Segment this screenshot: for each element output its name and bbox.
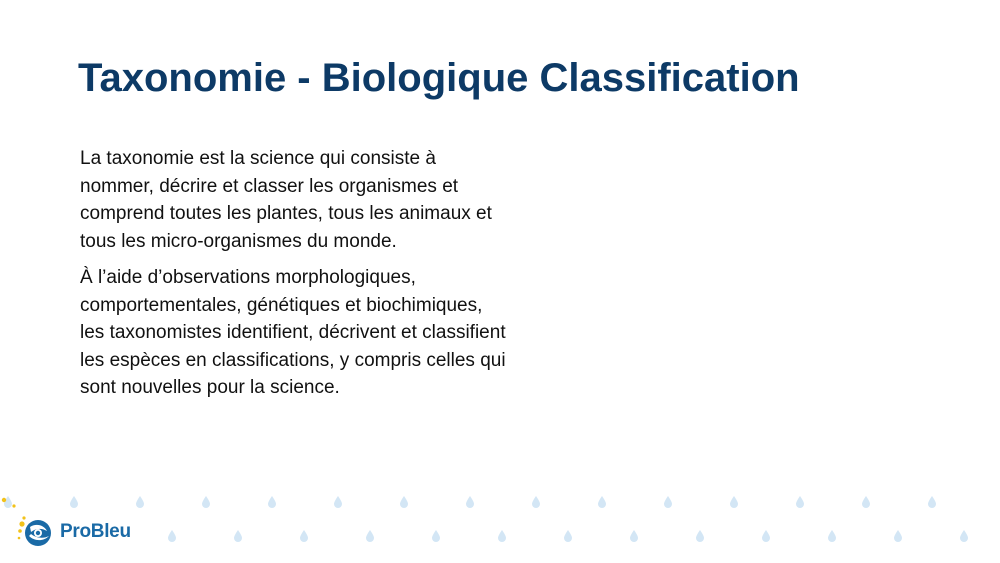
droplet-icon — [564, 530, 572, 542]
droplet-icon — [168, 530, 176, 542]
droplet-icon — [696, 530, 704, 542]
droplet-icon — [664, 496, 672, 508]
droplet-icon — [202, 496, 210, 508]
droplet-icon — [466, 496, 474, 508]
droplet-icon — [598, 496, 606, 508]
droplet-icon — [366, 530, 374, 542]
droplet-icon — [862, 496, 870, 508]
accent-dot-icon — [2, 498, 6, 502]
droplet-icon — [234, 530, 242, 542]
droplet-icon — [928, 496, 936, 508]
droplet-icon — [828, 530, 836, 542]
brand-name: ProBleu — [60, 521, 131, 542]
droplet-icon — [70, 496, 78, 508]
droplet-icon — [400, 496, 408, 508]
brand-logo — [16, 514, 131, 550]
slide-body — [80, 145, 510, 411]
droplet-icon — [532, 496, 540, 508]
droplet-icon — [960, 530, 968, 542]
body-paragraph-1: La taxonomie est la science qui consiste à nommer, décrire et classer les organismes et comprend toutes les plantes, tous les animaux et tous les micro-organismes du monde. — [80, 148, 492, 252]
droplet-icon — [334, 496, 342, 508]
droplet-icon — [796, 496, 804, 508]
droplet-icon — [268, 496, 276, 508]
droplet-icon — [4, 496, 12, 508]
droplet-icon — [136, 496, 144, 508]
decorative-droplet-pattern — [0, 490, 1000, 550]
accent-dot-icon — [12, 504, 15, 507]
body-paragraph-2: À l’aide d’observations morphologiques, comportementales, génétiques et biochimiques, les taxonomistes identifient, décrivent et classifient les espèces en classifications, y compris celles qui sont nouvelles pour la science. — [80, 267, 506, 398]
probleu-logo-icon — [16, 514, 56, 550]
droplet-icon — [300, 530, 308, 542]
droplet-icon — [432, 530, 440, 542]
droplet-icon — [498, 530, 506, 542]
droplet-icon — [630, 530, 638, 542]
droplet-icon — [730, 496, 738, 508]
droplet-icon — [762, 530, 770, 542]
slide-title: Taxonomie - Biologique Classification — [78, 56, 800, 100]
droplet-icon — [894, 530, 902, 542]
